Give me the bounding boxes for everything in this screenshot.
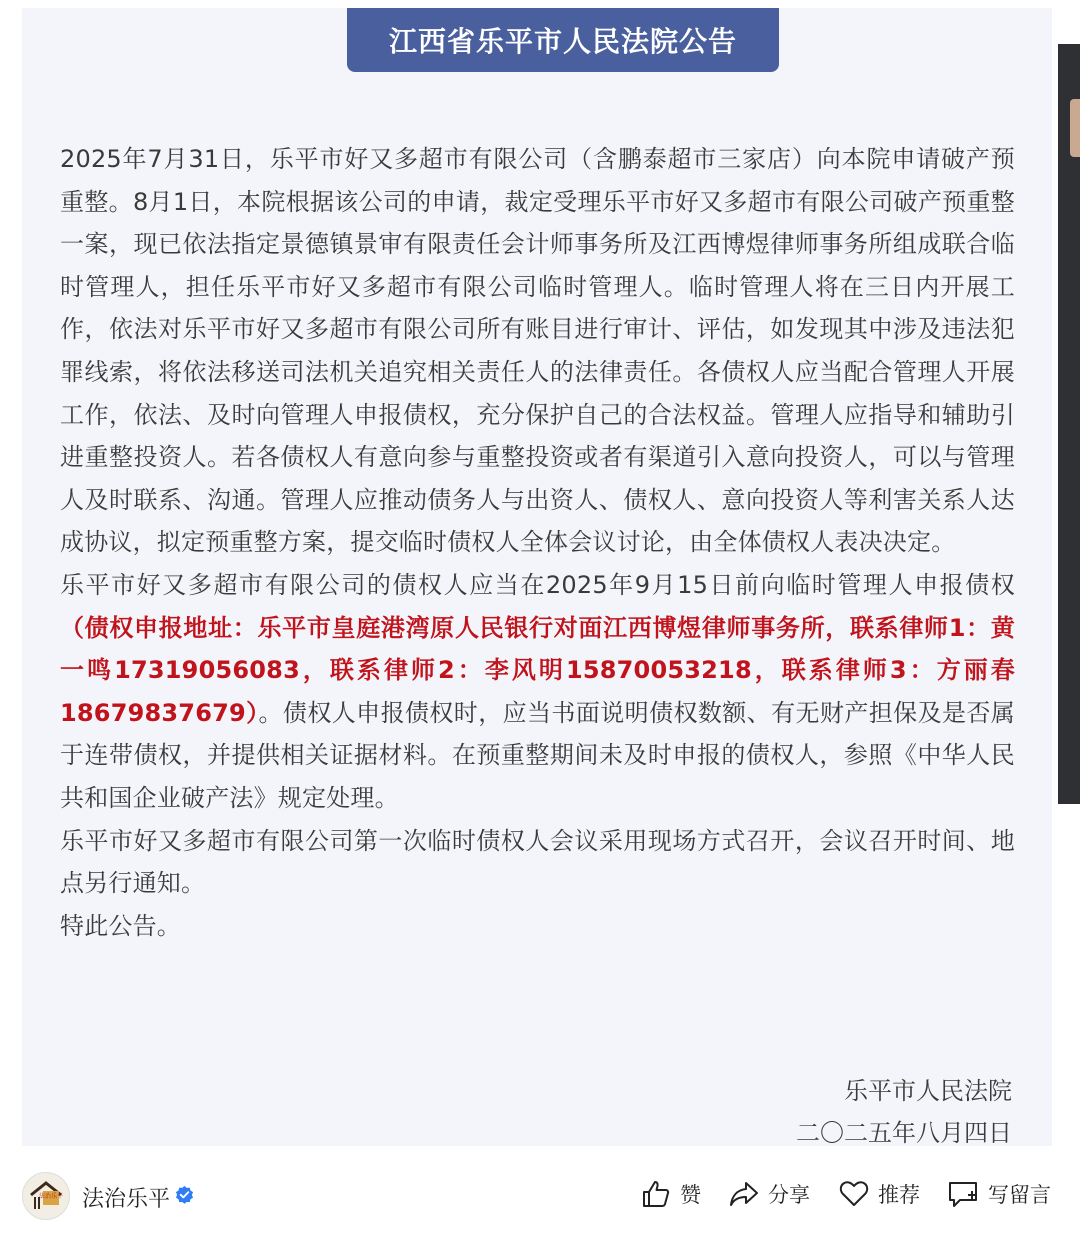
thumbs-up-icon [640,1178,672,1210]
avatar-text: 法治乐平 [38,1193,64,1200]
notice-paragraph-2 [60,564,1015,820]
avatar-logo-icon [23,1173,69,1219]
claim-contact-info: （债权申报地址：乐平市皇庭港湾原人民银行对面江西博煜律师事务所，联系律师1：黄一鸣17319056083，联系律师2：李风明15870053218，联系律师3：方丽春18679837679） [60,613,1015,727]
verified-badge-icon [175,1185,194,1204]
comment-button[interactable] [946,1178,1051,1210]
signature-date: 二〇二五年八月四日 [796,1119,1012,1147]
claim-deadline-text: 乐平市好又多超市有限公司的债权人应当在2025年9月15日前向临时管理人申报债权 [60,570,1015,599]
like-button[interactable] [640,1178,701,1210]
adjacent-image-edge[interactable] [1058,44,1080,804]
signature-org: 乐平市人民法院 [844,1077,1012,1105]
adjacent-image-thumb [1070,99,1080,157]
share-label: 分享 [768,1183,810,1207]
comment-label: 写留言 [988,1183,1051,1207]
account-avatar[interactable] [22,1172,70,1220]
notice-paragraph-1: 2025年7月31日，乐平市好又多超市有限公司（含鹏泰超市三家店）向本院申请破产预重整。8月1日，本院根据该公司的申请，裁定受理乐平市好又多超市有限公司破产预重整一案，现已依法指定景德镇景审有限责任会计师事务所及江西博煜律师事务所组成联合临时管理人，担任乐平市好又多超市有限公司临时管理人。临时管理人将在三日内开展工作，依法对乐平市好又多超市有限公司所有账目进行审计、评估，如发现其中涉及违法犯罪线索，将依法移送司法机关追究相关责任人的法律责任。各债权人应当配合管理人开展工作，依法、及时向管理人申报债权，充分保护自己的合法权益。管理人应指导和辅助引进重整投资人。若各债权人有意向参与重整投资或者有渠道引入意向投资人，可以与管理人及时联系、沟通。管理人应推动债务人与出资人、债权人、意向投资人等利害关系人达成协议，拟定预重整方案，提交临时债权人全体会议讨论，由全体债权人表决决定。 [60,145,1015,557]
notice-image [22,8,1052,1146]
notice-body [60,138,1015,947]
recommend-label: 推荐 [878,1183,920,1207]
notice-paragraph-3: 乐平市好又多超市有限公司第一次临时债权人会议采用现场方式召开，会议召开时间、地点另行通知。 [60,826,1015,898]
recommend-button[interactable] [838,1178,920,1210]
share-button[interactable] [728,1178,810,1210]
heart-icon [838,1178,870,1210]
article-footer-bar [0,1152,1080,1237]
share-icon [728,1178,760,1210]
comment-icon [946,1178,980,1210]
notice-paragraph-4: 特此公告。 [60,911,181,940]
like-label: 赞 [680,1183,701,1207]
notice-title: 江西省乐平市人民法院公告 [347,8,779,72]
claim-requirements-text: 。债权人申报债权时，应当书面说明债权数额、有无财产担保及是否属于连带债权，并提供相关证据材料。在预重整期间未及时申报的债权人，参照《中华人民共和国企业破产法》规定处理。 [60,698,1015,812]
account-name[interactable]: 法治乐平 [82,1187,171,1212]
